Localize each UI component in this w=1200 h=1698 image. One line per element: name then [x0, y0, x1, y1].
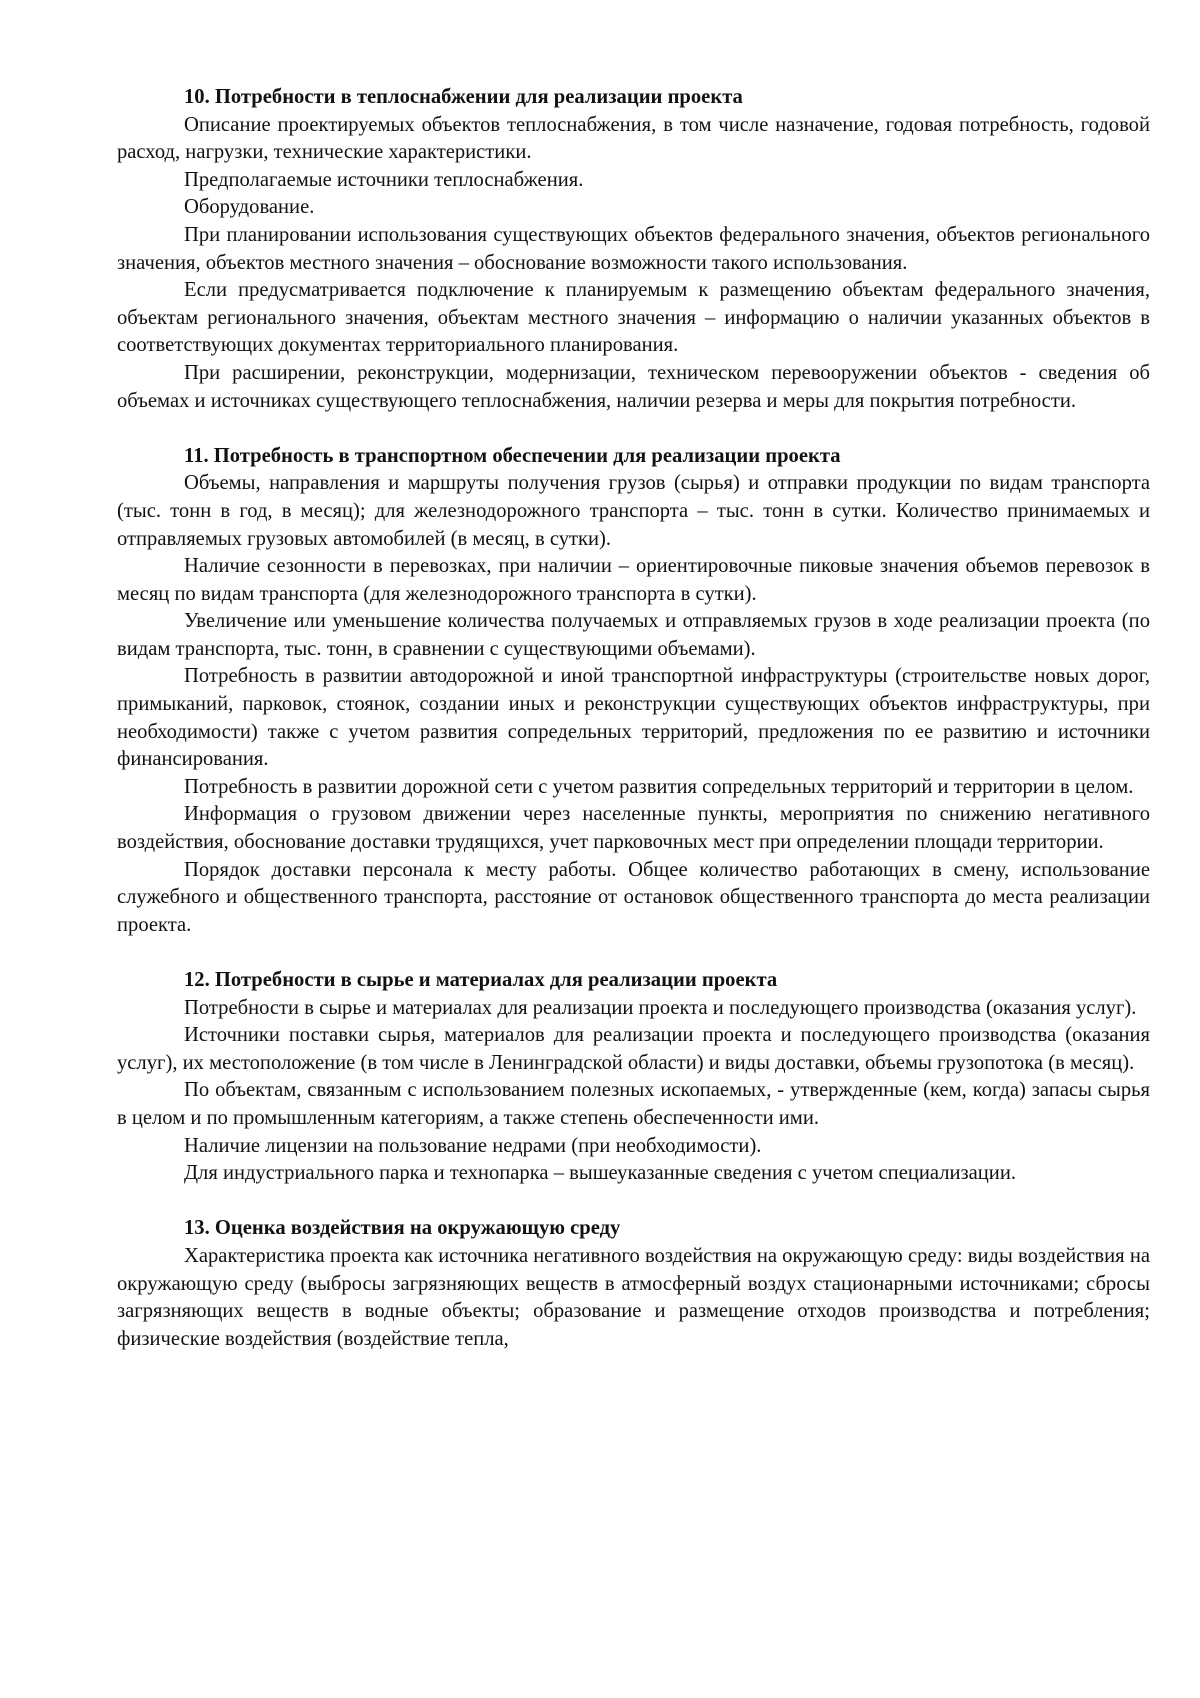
paragraph: Предполагаемые источники теплоснабжения. — [184, 168, 584, 191]
section-title: 12. Потребности в сырье и материалах для реализации проекта — [184, 969, 778, 991]
paragraph: По объектам, связанным с использованием полезных ископаемых, - утвержденные (кем, когда) запасы сырья в целом и по промышленным категориям, а также степень обеспеченности ими. — [117, 1079, 1150, 1129]
paragraph: Если предусматривается подключение к планируемым к размещению объектам федерального значения, объектам регионального значения, объектам местного значения – информацию о наличии указанных объектов в соответствующих документах территориального планирования. — [117, 279, 1150, 357]
section-title: 13. Оценка воздействия на окружающую среду — [184, 1217, 621, 1240]
section-title: 11. Потребность в транспортном обеспечении для реализации проекта — [184, 444, 841, 467]
paragraph: Объемы, направления и маршруты получения грузов (сырья) и отправки продукции по видам транспорта (тыс. тонн в год, в месяц); для железнодорожного транспорта – тыс. тонн в сутки. Количество принимаемых и отправляемых грузовых автомобилей (в месяц, в сутки). — [117, 472, 1150, 550]
paragraph: Потребность в развитии автодорожной и иной транспортной инфраструктуры (строительстве новых дорог, примыканий, парковок, стоянок, создании иных и реконструкции существующих объектов инфраструктуры, при необходимости) также с учетом развития сопредельных территорий, предложения по ее развитию и источники финансирования. — [117, 665, 1150, 771]
paragraph: Порядок доставки персонала к месту работы. Общее количество работающих в смену, использование служебного и общественного транспорта, расстояние от остановок общественного транспорта до места реализации проекта. — [117, 858, 1150, 936]
section-heat-supply — [117, 84, 1150, 415]
paragraph: Потребность в развитии дорожной сети с учетом развития сопредельных территорий и территории в целом. — [184, 775, 1134, 798]
paragraph: Увеличение или уменьшение количества получаемых и отправляемых грузов в ходе реализации проекта (по видам транспорта, тыс. тонн, в сравнении с существующими объемами). — [117, 610, 1150, 660]
paragraph: При планировании использования существующих объектов федерального значения, объектов регионального значения, объектов местного значения – обоснование возможности такого использования. — [117, 223, 1150, 274]
paragraph: Источники поставки сырья, материалов для реализации проекта и последующего производства (оказания услуг), их местоположение (в том числе в Ленинградской области) и виды доставки, объемы грузопотока (в месяц). — [117, 1024, 1150, 1074]
document-page — [117, 84, 1150, 1353]
paragraph: Информация о грузовом движении через населенные пункты, мероприятия по снижению негативного воздействия, обоснование доставки трудящихся, учет парковочных мест при определении площади территории. — [117, 803, 1150, 854]
section-environment — [117, 1215, 1150, 1353]
paragraph: Характеристика проекта как источника негативного воздействия на окружающую среду: виды воздействия на окружающую среду (выбросы загрязняющих веществ в атмосферный воздух стационарными источниками; сбросы загрязняющих веществ в водные объекты; образование и размещение отходов производства и потребления; физические воздействия (воздействие тепла, — [117, 1244, 1150, 1350]
paragraph: Описание проектируемых объектов теплоснабжения, в том числе назначение, годовая потребность, годовой расход, нагрузки, технические характеристики. — [117, 113, 1150, 164]
paragraph: Потребности в сырье и материалах для реализации проекта и последующего производства (оказания услуг). — [184, 996, 1137, 1019]
section-raw-materials — [117, 967, 1150, 1188]
paragraph: Для индустриального парка и технопарка – вышеуказанные сведения с учетом специализации. — [184, 1162, 1016, 1185]
paragraph: При расширении, реконструкции, модернизации, техническом перевооружении объектов - сведения об объемах и источниках существующего теплоснабжения, наличии резерва и меры для покрытия потребности. — [117, 361, 1150, 412]
section-transport — [117, 443, 1150, 940]
section-title: 10. Потребности в теплоснабжении для реализации проекта — [184, 86, 743, 108]
paragraph: Наличие лицензии на пользование недрами (при необходимости). — [184, 1134, 762, 1157]
paragraph: Наличие сезонности в перевозках, при наличии – ориентировочные пиковые значения объемов перевозок в месяц по видам транспорта (для железнодорожного транспорта в сутки). — [117, 555, 1150, 605]
paragraph: Оборудование. — [184, 196, 315, 219]
